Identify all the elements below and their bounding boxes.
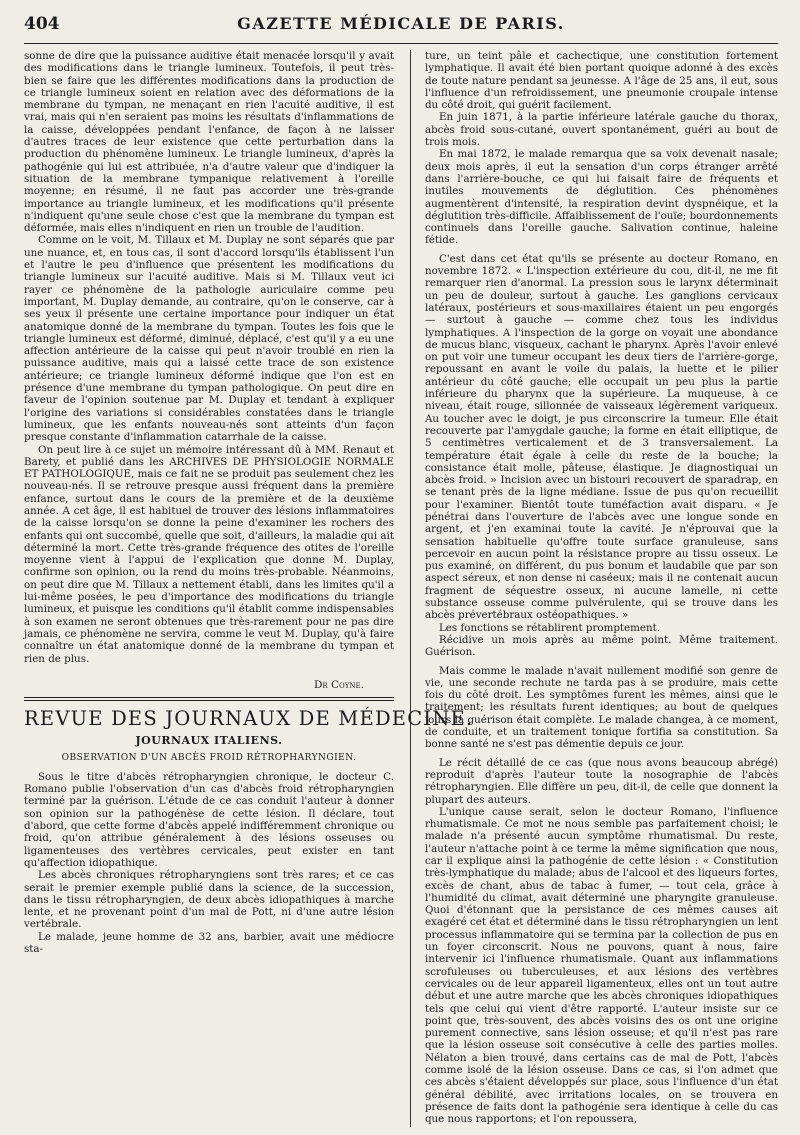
section-title: REVUE DES JOURNAUX DE MÉDECINE. bbox=[24, 706, 474, 730]
author-signature: Dr Coyne. bbox=[314, 678, 364, 691]
paragraph: Les fonctions se rétablirent promptement. bbox=[438, 621, 661, 634]
paragraph: Récidive un mois après au même point. Même traitement. Guérison. bbox=[424, 633, 778, 659]
subsection-title: JOURNAUX ITALIENS. bbox=[135, 733, 283, 747]
section-rule bbox=[24, 700, 394, 701]
two-column-body bbox=[24, 50, 778, 1127]
paragraph: Les abcès chroniques rétropharyngiens sont très rares; et ce cas serait le premier exemple publié dans la science, de la succession, dans le tissu rétropharyngien, de deux abcès idiopathiques à marche lente, et ne provenant point d'un mal de Pott, ni d'une autre lésion vertébrale. bbox=[24, 869, 394, 931]
right-column bbox=[417, 50, 778, 1127]
paragraph: On peut lire à ce sujet un mémoire intéressant dû à MM. Renaut et Barety, et publié dans les ARCHIVES DE PHYSIOLOGIE NORMALE ET PATHOLOGIQUE, mais ce fait ne se produit pas seulement chez les nouveau-nés. Il se retrouve presque aussi fréquent dans la première enfance, surtout dans le cours de la première et de la deuxième année. A cet âge, il est habituel de trouver des lésions inflammatoires de la caisse lorsqu'on se donne la peine d'examiner les rochers des enfants qui ont succombé, quelle que soit, d'ailleurs, la maladie qui ait déterminé la mort. Cette très-grande fréquence des otites de l'oreille moyenne vient à l'appui de l'explication que donne M. Duplay, confirme son opinion, ou la rend du moins très-probable. Néanmoins, on peut dire que M. Tillaux a nettement établi, dans les limites qu'il a lui-même posées, le peu d'importance des modifications du triangle lumineux, et puisque les conditions qu'il établit comme indispensables à son examen ne seront obtenues que très-rarement pour ne pas dire jamais, ce phénomène ne servira, comme le veut M. Duplay, qu'à faire connaître un état anatomique donné de la membrane du tympan et rien de plus. bbox=[24, 443, 394, 665]
paragraph: C'est dans cet état qu'ils se présente au docteur Romano, en novembre 1872. « L'inspection extérieure du cou, dit-il, ne me fit remarquer rien d'anormal. La pression sous le larynx déterminait un peu de douleur, surtout à gauche. Les ganglions cervicaux latéraux, postérieurs et sous-maxillaires étaient un peu engorgés — surtout à gauche — comme chez tous les individus lymphatiques. A l'inspection de la gorge on voyait une abondance de mucus blanc, visqueux, cachant le pharynx. Après l'avoir enlevé on put voir une tumeur occupant les deux tiers de l'arrière-gorge, repoussant en avant le voile du palais, la luette et le pilier antérieur du côté gauche; elle occupait un peu plus la partie inférieure du pharynx que la supérieure. La muqueuse, à ce niveau, était rouge, sillonnée de vaisseaux légèrement variqueux. Au toucher avec le doigt, je pus circonscrire la tumeur. Elle était recouverte par l'amygdale gauche; la forme en était elliptique, de 5 centimètres verticalement et de 3 transversalement. La température était égale à celle du reste de la bouche; la consistance était molle, pâteuse, élastique. Je diagnostiquai un abcès froid. » Incision avec un bistouri recouvert de sparadrap, en se tenant près de la ligne médiane. Issue de pus qu'on recueillit pour l'examiner. Bientôt toute tuméfaction avait disparu. « Je pénétrai dans l'ouverture de l'abcès avec une longue sonde en argent, et j'en examinai toute la cavité. Je n'éprouvai que la sensation habituelle qu'offre toute surface granuleuse, sans percevoir en aucun point la résistance propre au tissu osseux. Le pus examiné, on différent, du pus bonum et laudabile que par son aspect séreux, et non dense ni caséeux; mais il ne contenait aucun fragment de séquestre osseux, ni aucune lamelle, ni cette substance osseuse comme pulvérulente, qui se trouve dans les abcès prévertébraux ostéopathiques. » bbox=[424, 252, 778, 622]
paragraph: L'unique cause serait, selon le docteur Romano, l'influence rhumatismale. Ce mot ne nous semble pas parfaitement choisi; le malade n'a présenté aucun symptôme rhumatismal. Du reste, l'auteur n'attache point à ce terme la même signification que nous, car il explique ainsi la pathogénie de cette lésion : « Constitution très-lymphatique du malade; abus de l'alcool et des liqueurs fortes, excès de chant, abus de tabac à fumer, — tout cela, grâce à l'humidité du climat, avait déterminé une pharyngite granuleuse. Quoi d'étonnant que la persistance de ces mêmes causes ait exagéré cet état et déterminé dans le tissu rétropharyngien un lent processus inflammatoire qui se termina par la collection de pus en un foyer circonscrit. Nous ne pouvons, quant à nous, faire intervenir ici l'influence rhumatismale. Quant aux inflammations scrofuleuses ou tuberculeuses, et aux lésions des vertèbres cervicales ou de leur appareil ligamenteux, elles ont un tout autre début et une autre marche que les abcès chroniques idiopathiques tels que celui qui vient d'être rapporté. L'auteur insiste sur ce point que, très-souvent, des abcès voisins des os ont une origine purement connective, sans lésion osseuse; et qu'il n'est pas rare que la lésion osseuse soit consécutive à celle des parties molles. Nélaton a bien trouvé, dans certains cas de mal de Pott, l'abcès comme isolé de la lésion osseuse. Dans ce cas, si l'on admet que ces abcès s'étaient développés sur place, sous l'influence d'un état général débilité, avec irritations locales, on se trouvera en présence de faits dont la pathogénie sera identique à celle du cas que nous rapportons; et l'on repoussera, bbox=[424, 805, 778, 1126]
paragraph: Le récit détaillé de ce cas (que nous avons beaucoup abrégé) reproduit d'après l'auteur toute la nosographie de l'abcès rétropharyngien. Elle diffère un peu, dit-il, de celle que donnent la plupart des auteurs. bbox=[424, 756, 778, 806]
paragraph: Mais comme le malade n'avait nullement modifié son genre de vie, une seconde rechute ne tarda pas à se produire, mais cette fois du côté droit. Les symptômes furent les mêmes, ainsi que le traitement; les résultats furent identiques; au bout de quelques jours la guérison était complète. Le malade changea, à ce moment, de conduite, et un traitement tonique fortifia sa constitution. Sa bonne santé ne s'est pas démentie depuis ce jour. bbox=[424, 664, 778, 751]
paragraph: Sous le titre d'abcès rétropharyngien chronique, le docteur C. Romano publie l'observation d'un cas d'abcès froid rétropharyngien terminé par la guérison. L'étude de ce cas conduit l'auteur à donner son opinion sur la pathogénèse de cette lésion. Il déclare, tout d'abord, que cette forme d'abcès appelé indifféremment chronique ou froid, qu'on attribue généralement à des lésions osseuses ou ligamenteuses des vertèbres cervicales, peut exister en tant qu'affection idiopathique. bbox=[24, 770, 394, 869]
article-title: OBSERVATION D'UN ABCÈS FROID RÉTROPHARYNGIEN. bbox=[61, 752, 357, 763]
paragraph: En juin 1871, à la partie inférieure latérale gauche du thorax, abcès froid sous-cutané, ouvert spontanément, guéri au bout de trois mois. bbox=[424, 111, 778, 149]
paragraph: Le malade, jeune homme de 32 ans, barbier, avait une médiocre sta- bbox=[24, 930, 394, 955]
section-rule bbox=[24, 697, 394, 698]
page-number: 404 bbox=[24, 14, 60, 34]
paragraph: Comme on le voit, M. Tillaux et M. Duplay ne sont séparés que par une nuance, et, en tous cas, il sont d'accord lorsqu'ils établissent l'un et l'autre le peu d'influence que présentent les modifications du triangle lumineux sur l'acuité auditive. Mais si M. Tillaux veut ici rayer ce phénomène de la pathologie auriculaire comme peu important, M. Duplay demande, au contraire, qu'on le conserve, car à ses yeux il présente une certaine importance pour indiquer un état anatomique donné de la membrane du tympan. Toutes les fois que le triangle lumineux est déformé, diminué, déplacé, c'est qu'il y a eu une affection antérieure de la caisse qui peut n'avoir troublé en rien la puissance auditive, mais qui a laissé cette trace de son existence antérieure; ce triangle lumineux déformé indique que l'on est en présence d'une membrane du tympan pathologique. On peut dire en faveur de l'opinion soutenue par M. Duplay et tendant à expliquer l'origine des variations si considérables constatées dans le triangle lumineux, que les enfants nouveau-nés sont atteints d'un façon presque constante d'inflammation catarrhale de la caisse. bbox=[24, 234, 394, 444]
page-header bbox=[24, 14, 778, 44]
paragraph: ture, un teint pâle et cachectique, une constitution fortement lymphatique. Il avait été bien portant quoique adonné à des excès de toute nature pendant sa jeunesse. A l'âge de 25 ans, il eut, sous l'influence d'un refroidissement, une pneumonie croupale intense du côté droit, qui guérit facilement. bbox=[424, 50, 778, 112]
column-divider bbox=[410, 50, 411, 1127]
paragraph: sonne de dire que la puissance auditive était menacée lorsqu'il y avait des modifications dans le triangle lumineux. Toutefois, il peut très-bien se faire que les différentes modifications dans la production de ce triangle lumineux soient en relation avec des déformations de la membrane du tympan, ne menaçant en rien l'acuité auditive, il est vrai, mais qui n'en seraient pas moins les résultats d'inflammations de la caisse, développées pendant l'enfance, de façon à ne laisser d'autres traces de leur existence que cette perturbation dans la production du phénomène lumineux. Le triangle lumineux, d'après la pathogénie qui lui est attribuée, n'a d'autre valeur que d'indiquer la situation de la membrane tympanique relativement à l'oreille moyenne; en résumé, il ne faut pas accorder une très-grande importance au triangle lumineux, et les modifications qu'il présente n'indiquent qu'une seule chose c'est que la membrane du tympan est déformée, mais elles n'indiquent en rien un trouble de l'audition. bbox=[24, 50, 394, 235]
running-title: GAZETTE MÉDICALE DE PARIS. bbox=[237, 14, 565, 33]
left-column bbox=[24, 50, 474, 1127]
paragraph: En mai 1872, le malade remarqua que sa voix devenait nasale; deux mois après, il eut la sensation d'un corps étranger arrêté dans l'arrière-bouche, ce qui lui faisait faire de fréquents et inutiles mouvements de déglutition. Ces phénomènes augmentèrent d'intensité, la respiration devint dyspnéique, et la déglutition très-difficile. Affaiblissement de l'ouïe; bourdonnements continuels dans l'oreille gauche. Salivation continue, haleine fétide. bbox=[424, 148, 778, 247]
